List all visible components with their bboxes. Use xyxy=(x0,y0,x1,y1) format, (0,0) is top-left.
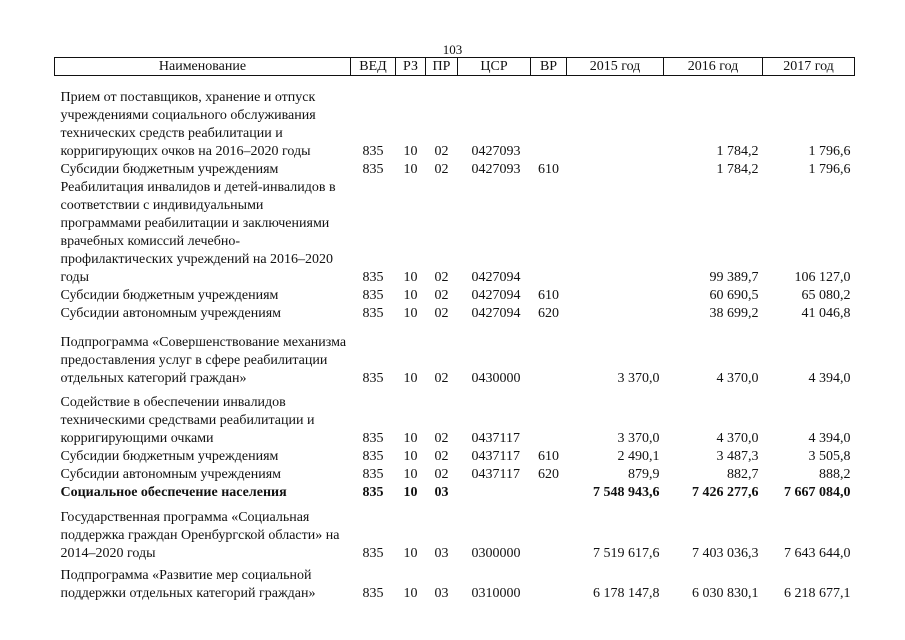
row-ved: 835 xyxy=(362,288,384,303)
row-name: Содействие в обеспечении инвалидов техническими средствами реабилитации и корригирующими очками xyxy=(60,395,315,446)
header-pr: ПР xyxy=(426,58,458,76)
row-2016: 882,7 xyxy=(727,467,759,482)
row-2017: 65 080,2 xyxy=(801,288,851,303)
row-2017: 41 046,8 xyxy=(801,306,851,321)
row-2016: 7 426 277,6 xyxy=(692,485,759,500)
row-2016: 60 690,5 xyxy=(709,288,759,303)
table-body xyxy=(55,76,855,604)
row-pr: 02 xyxy=(434,306,449,321)
row-vr: 610 xyxy=(538,162,559,177)
budget-table xyxy=(54,57,855,603)
row-csr xyxy=(458,484,531,502)
row-ved: 835 xyxy=(362,371,384,386)
row-2016: 4 370,0 xyxy=(716,371,759,386)
row-csr: 0427094 xyxy=(471,288,521,303)
row-rz: 10 xyxy=(403,288,418,303)
row-2017: 4 394,0 xyxy=(808,431,851,446)
row-pr: 02 xyxy=(434,288,449,303)
table-row xyxy=(55,448,855,466)
row-pr: 03 xyxy=(434,485,449,500)
page-number: 103 xyxy=(442,42,463,57)
table-row xyxy=(55,509,855,563)
row-2015 xyxy=(567,287,664,305)
row-2016: 1 784,2 xyxy=(716,144,759,159)
row-csr: 0427094 xyxy=(471,306,521,321)
row-csr: 0310000 xyxy=(471,586,521,601)
row-2016: 38 699,2 xyxy=(709,306,759,321)
header-ved: ВЕД xyxy=(351,58,396,76)
row-rz: 10 xyxy=(403,546,418,561)
row-pr: 02 xyxy=(434,144,449,159)
row-rz: 10 xyxy=(403,306,418,321)
row-csr: 0427093 xyxy=(471,162,521,177)
row-name: Подпрограмма «Совершенствование механизма предоставления услуг в сфере реабилитации отдельных категорий граждан» xyxy=(60,335,347,386)
row-rz: 10 xyxy=(403,144,418,159)
table-row xyxy=(55,287,855,305)
row-ved: 835 xyxy=(362,144,384,159)
header-2016: 2016 год xyxy=(664,58,763,76)
row-name: Субсидии автономным учреждениям xyxy=(60,306,282,321)
row-pr: 03 xyxy=(434,546,449,561)
row-rz: 10 xyxy=(403,485,418,500)
row-spacer xyxy=(55,76,855,90)
row-2016: 7 403 036,3 xyxy=(692,546,759,561)
row-vr xyxy=(531,89,567,161)
row-ved: 835 xyxy=(362,270,384,285)
table-row xyxy=(55,484,855,502)
row-ved: 835 xyxy=(362,306,384,321)
row-rz: 10 xyxy=(403,449,418,464)
row-2017: 106 127,0 xyxy=(794,270,851,285)
row-name: Субсидии бюджетным учреждениям xyxy=(60,449,279,464)
header-rz: РЗ xyxy=(396,58,426,76)
row-csr: 0300000 xyxy=(471,546,521,561)
table-row xyxy=(55,305,855,323)
row-vr: 610 xyxy=(538,449,559,464)
row-rz: 10 xyxy=(403,586,418,601)
row-rz: 10 xyxy=(403,162,418,177)
row-2015: 7 519 617,6 xyxy=(593,546,660,561)
row-csr: 0437117 xyxy=(471,467,520,482)
row-2017: 1 796,6 xyxy=(808,144,851,159)
row-2015: 6 178 147,8 xyxy=(593,586,660,601)
row-rz: 10 xyxy=(403,270,418,285)
row-pr: 02 xyxy=(434,270,449,285)
row-2015: 7 548 943,6 xyxy=(593,485,660,500)
row-2016: 3 487,3 xyxy=(716,449,759,464)
row-csr: 0427093 xyxy=(471,144,521,159)
row-rz: 10 xyxy=(403,431,418,446)
row-name: Государственная программа «Социальная поддержка граждан Оренбургской области» на 2014–2020 годы xyxy=(60,510,340,561)
row-name: Подпрограмма «Развитие мер социальной поддержки отдельных категорий граждан» xyxy=(60,568,316,601)
row-name: Реабилитация инвалидов и детей-инвалидов в соответствии с индивидуальными программами реабилитации и заключениями врачебных комиссий лечебно-профилактических учреждений на 2016–2020 годы xyxy=(60,180,336,285)
row-ved: 835 xyxy=(362,449,384,464)
table-row xyxy=(55,179,855,287)
row-ved: 835 xyxy=(362,467,384,482)
row-pr: 03 xyxy=(434,586,449,601)
row-vr xyxy=(531,334,567,388)
row-2015 xyxy=(567,89,664,161)
header-name: Наименование xyxy=(55,58,351,76)
row-name: Социальное обеспечение населения xyxy=(60,485,287,500)
row-spacer xyxy=(55,502,855,509)
table-row xyxy=(55,394,855,448)
row-ved: 835 xyxy=(362,162,384,177)
row-2017: 1 796,6 xyxy=(808,162,851,177)
row-vr: 610 xyxy=(538,288,559,303)
row-vr: 620 xyxy=(538,306,559,321)
row-2017: 7 667 084,0 xyxy=(784,485,851,500)
row-pr: 02 xyxy=(434,371,449,386)
row-vr xyxy=(531,484,567,502)
row-2017: 6 218 677,1 xyxy=(784,586,851,601)
table-header-row xyxy=(55,58,855,76)
row-2016: 1 784,2 xyxy=(716,162,759,177)
table-row xyxy=(55,161,855,179)
row-2015 xyxy=(567,305,664,323)
table-row xyxy=(55,567,855,603)
row-name: Субсидии бюджетным учреждениям xyxy=(60,288,279,303)
row-2015: 2 490,1 xyxy=(617,449,660,464)
row-pr: 02 xyxy=(434,162,449,177)
row-2017: 3 505,8 xyxy=(808,449,851,464)
row-vr xyxy=(531,567,567,603)
row-2015: 3 370,0 xyxy=(617,371,660,386)
row-2015: 3 370,0 xyxy=(617,431,660,446)
row-name: Субсидии автономным учреждениям xyxy=(60,467,282,482)
row-2015 xyxy=(567,179,664,287)
row-2017: 888,2 xyxy=(819,467,851,482)
table-row xyxy=(55,334,855,388)
row-vr xyxy=(531,509,567,563)
row-pr: 02 xyxy=(434,467,449,482)
row-2015: 879,9 xyxy=(628,467,660,482)
row-ved: 835 xyxy=(362,431,384,446)
row-2016: 99 389,7 xyxy=(709,270,759,285)
row-2017: 7 643 644,0 xyxy=(784,546,851,561)
row-csr: 0437117 xyxy=(471,431,520,446)
row-2017: 4 394,0 xyxy=(808,371,851,386)
row-ved: 835 xyxy=(362,546,384,561)
table-row xyxy=(55,89,855,161)
row-2016: 4 370,0 xyxy=(716,431,759,446)
row-spacer xyxy=(55,323,855,334)
header-2017: 2017 год xyxy=(763,58,855,76)
row-csr: 0430000 xyxy=(471,371,521,386)
row-csr: 0437117 xyxy=(471,449,520,464)
row-name: Субсидии бюджетным учреждениям xyxy=(60,162,279,177)
row-pr: 02 xyxy=(434,431,449,446)
row-vr xyxy=(531,394,567,448)
row-pr: 02 xyxy=(434,449,449,464)
header-2015: 2015 год xyxy=(567,58,664,76)
row-ved: 835 xyxy=(362,485,384,500)
row-vr xyxy=(531,179,567,287)
row-rz: 10 xyxy=(403,467,418,482)
row-vr: 620 xyxy=(538,467,559,482)
row-csr: 0427094 xyxy=(471,270,521,285)
row-rz: 10 xyxy=(403,371,418,386)
row-2015 xyxy=(567,161,664,179)
row-ved: 835 xyxy=(362,586,384,601)
table-row xyxy=(55,466,855,484)
header-csr: ЦСР xyxy=(458,58,531,76)
row-2016: 6 030 830,1 xyxy=(692,586,759,601)
row-name: Прием от поставщиков, хранение и отпуск учреждениями социального обслуживания технических средств реабилитации и корригирующих очков на 2016–2020 годы xyxy=(60,90,316,159)
header-vr: ВР xyxy=(531,58,567,76)
